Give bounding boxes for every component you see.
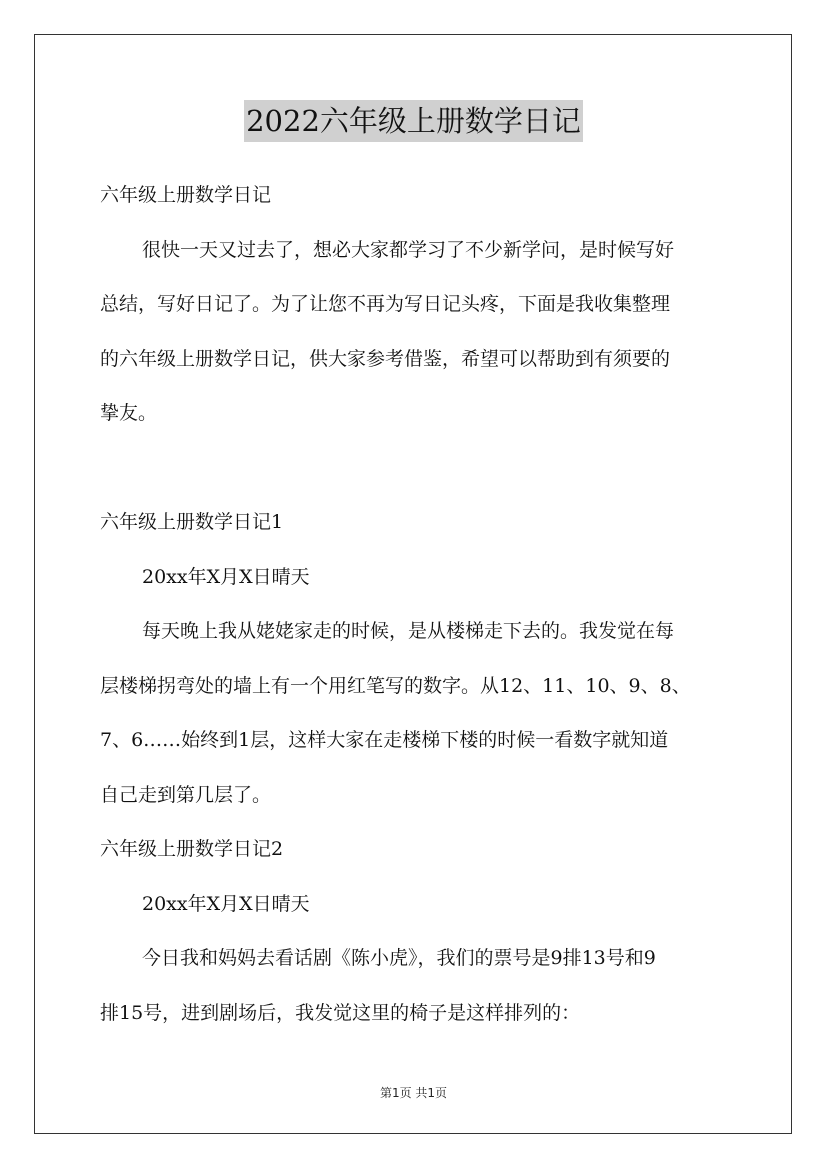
entry2-line: 今日我和妈妈去看话剧《陈小虎》，我们的票号是9排13号和9: [142, 947, 656, 969]
entry2-line: 排15号，进到剧场后，我发觉这里的椅子是这样排列的：: [100, 1001, 581, 1024]
document-title-wrapper: [0, 100, 827, 144]
entry1-date: 20xx年X月X日晴天: [142, 565, 310, 588]
document-title: 2022六年级上册数学日记: [244, 100, 583, 142]
document-body: [100, 168, 728, 1040]
entry1-line: 层楼梯拐弯处的墙上有一个用红笔写的数字。从12、11、10、9、8、: [100, 674, 691, 697]
intro-line: 总结，写好日记了。为了让您不再为写日记头疼，下面是我收集整理: [100, 293, 671, 315]
entry1-line: 每天晚上我从姥姥家走的时候，是从楼梯走下去的。我发觉在每: [142, 620, 675, 642]
entry1-heading: 六年级上册数学日记1: [100, 511, 284, 533]
page-footer: 第1页 共1页: [379, 1086, 448, 1100]
entry1-line: 自己走到第几层了。: [100, 783, 272, 806]
spacer: [100, 441, 728, 496]
intro-line: 很快一天又过去了，想必大家都学习了不少新学问，是时候写好: [142, 238, 675, 261]
intro-line: 的六年级上册数学日记，供大家参考借鉴，希望可以帮助到有须要的: [100, 347, 671, 370]
intro-line: 挚友。: [100, 402, 158, 424]
entry2-heading: 六年级上册数学日记2: [100, 838, 284, 860]
entry1-line: 7、6……始终到1层，这样大家在走楼梯下楼的时候一看数字就知道: [100, 729, 669, 751]
entry2-date: 20xx年X月X日晴天: [142, 892, 310, 915]
subtitle: 六年级上册数学日记: [100, 184, 272, 206]
